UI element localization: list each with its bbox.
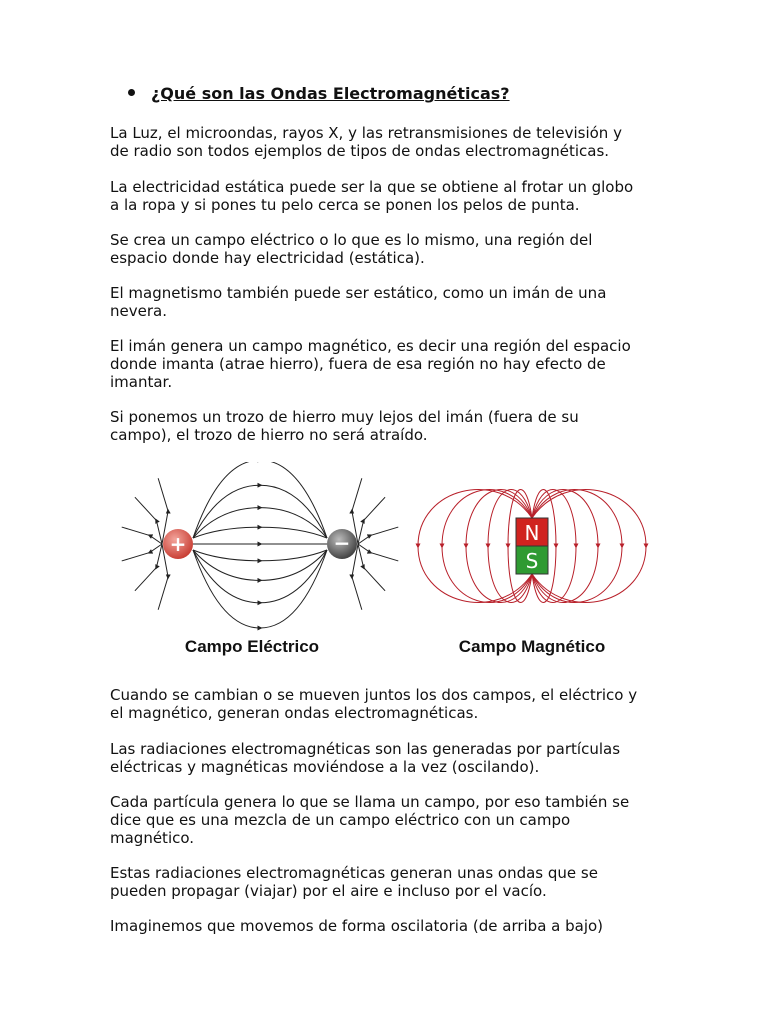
- electric-field-diagram: [122, 462, 399, 656]
- electric-field-line: [358, 544, 385, 591]
- electric-field-line: [358, 544, 398, 561]
- north-label: N: [524, 521, 540, 545]
- electric-caption: Campo Eléctrico: [184, 637, 320, 656]
- magnetic-caption: Campo Magnético: [458, 637, 606, 656]
- positive-sign: +: [169, 532, 187, 556]
- magnetic-field-diagram: [418, 490, 646, 656]
- electric-field-line: [193, 550, 327, 561]
- electric-field-line: [122, 527, 162, 544]
- paragraph: La Luz, el microondas, rayos X, y las retransmisiones de televisión y de radio son todos ejemplos de tipos de ondas electromagnéticas.: [110, 124, 622, 160]
- paragraph: Si ponemos un trozo de hierro muy lejos del imán (fuera de su campo), el trozo de hierro no será atraído.: [110, 408, 579, 444]
- paragraph: Imaginemos que movemos de forma oscilatoria (de arriba a bajo): [110, 917, 604, 935]
- electric-field-line: [135, 497, 162, 544]
- paragraph: La electricidad estática puede ser la que se obtiene al frotar un globo a la ropa y si pones tu pelo cerca se ponen los pelos de punta.: [110, 178, 634, 214]
- electric-field-line: [358, 527, 398, 544]
- electric-field-line: [358, 497, 385, 544]
- south-label: S: [525, 549, 539, 573]
- electric-field-line: [193, 527, 327, 538]
- electric-field-line: [193, 550, 327, 628]
- electric-field-line: [122, 544, 162, 561]
- paragraph: Estas radiaciones electromagnéticas generan unas ondas que se pueden propagar (viajar) por el aire e incluso por el vacío.: [110, 864, 598, 900]
- heading-text: ¿Qué son las Ondas Electromagnéticas?: [151, 84, 510, 103]
- electric-field-line: [193, 508, 327, 538]
- negative-sign: −: [333, 531, 351, 555]
- paragraph: Se crea un campo eléctrico o lo que es lo mismo, una región del espacio donde hay electricidad (estática).: [110, 231, 593, 267]
- paragraph: Las radiaciones electromagnéticas son las generadas por partículas eléctricas y magnéticas moviéndose a la vez (oscilando).: [110, 740, 621, 776]
- section-heading: [128, 84, 510, 103]
- paragraph: Cada partícula genera lo que se llama un campo, por eso también se dice que es una mezcla de un campo eléctrico con un campo magnético.: [110, 793, 630, 847]
- electric-field-line: [193, 462, 327, 538]
- electric-field-line: [193, 550, 327, 580]
- paragraph: El magnetismo también puede ser estático, como un imán de una nevera.: [110, 284, 607, 320]
- paragraph: El imán genera un campo magnético, es decir una región del espacio donde imanta (atrae hierro), fuera de esa región no hay efecto de imantar.: [110, 337, 631, 391]
- paragraph: Cuando se cambian o se mueven juntos los dos campos, el eléctrico y el magnético, generan ondas electromagnéticas.: [110, 686, 638, 722]
- bullet-icon: [128, 89, 135, 96]
- field-diagram: [110, 462, 650, 662]
- electric-field-line: [135, 544, 162, 591]
